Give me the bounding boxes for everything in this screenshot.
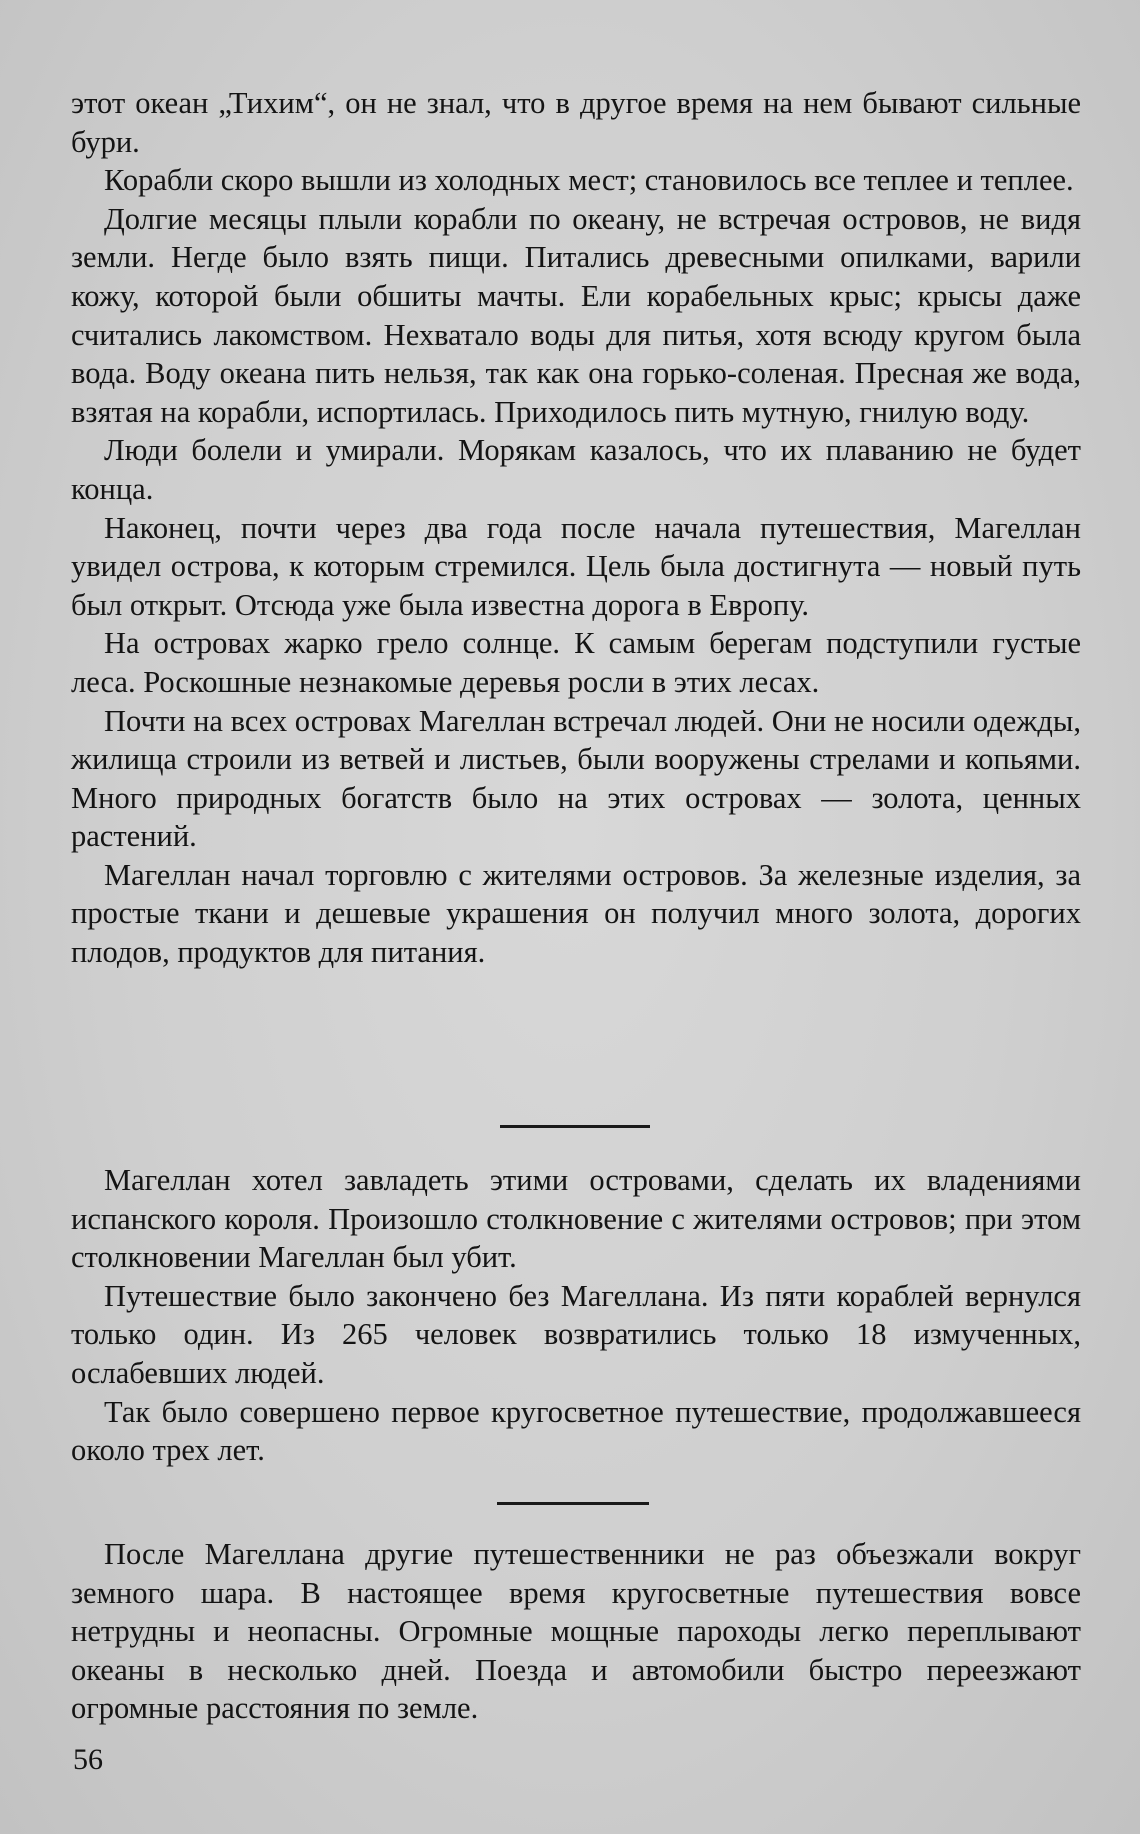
paragraph: На островах жарко грело солнце. К самым берегам подступили густые леса. Роскошные незнакомые деревья росли в этих лесах.	[71, 626, 1081, 699]
paragraph: Почти на всех островах Магеллан встречал людей. Они не носили одежды, жилища строили из ветвей и листьев, были вооружены стрелами и копьями. Много природных богатств было на этих островах — золота, ценных растений.	[71, 703, 1081, 854]
paragraph: Долгие месяцы плыли корабли по океану, не встречая островов, не видя земли. Негде было взять пищи. Питались древесными опилками, варили кожу, которой были обшиты мачты. Ели корабельных крыс; крысы даже считались лакомством. Нехватало воды для питья, хотя всюду кругом была вода. Воду океана пить нельзя, так как она горько-соленая. Пресная же вода, взятая на корабли, испортилась. Приходилось пить мутную, гнилую воду.	[71, 201, 1081, 429]
paragraph: Люди болели и умирали. Морякам казалось, что их плаванию не будет конца.	[71, 433, 1081, 506]
paragraph: этот океан „Тихим“, он не знал, что в другое время на нем бывают сильные бури.	[71, 86, 1081, 159]
paragraph: После Магеллана другие путешественники не раз объезжали вокруг земного шара. В настоящее время кругосветные путешествия вовсе нетрудны и неопасны. Огромные мощные пароходы легко переплывают океаны в несколько дней. Поезда и автомобили быстро переезжают огромные расстояния по земле.	[71, 1537, 1081, 1726]
section-divider	[500, 1125, 650, 1128]
text-section-2	[71, 1161, 1081, 1470]
section-divider	[497, 1502, 649, 1505]
paragraph: Магеллан хотел завладеть этими островами, сделать их владениями испанского короля. Произошло столкновение с жителями островов; при этом столкновении Магеллан был убит.	[71, 1163, 1081, 1275]
page-number: 56	[73, 1743, 103, 1776]
text-section-3	[71, 1535, 1081, 1728]
paragraph: Корабли скоро вышли из холодных мест; становилось все теплее и теплее.	[104, 163, 1074, 198]
paragraph: Наконец, почти через два года после начала путешествия, Магеллан увидел острова, к которым стремился. Цель была достигнута — новый путь был открыт. Отсюда уже была известна дорога в Европу.	[71, 510, 1081, 622]
paragraph: Путешествие было закончено без Магеллана. Из пяти кораблей вернулся только один. Из 265 человек возвратились только 18 измученных, ослабевших людей.	[71, 1278, 1081, 1390]
paragraph: Так было совершено первое кругосветное путешествие, продолжавшееся около трех лет.	[71, 1394, 1081, 1468]
text-section-1	[71, 84, 1081, 972]
paragraph: Магеллан начал торговлю с жителями островов. За железные изделия, за простые ткани и дешевые украшения он получил много золота, дорогих плодов, продуктов для питания.	[71, 857, 1081, 970]
